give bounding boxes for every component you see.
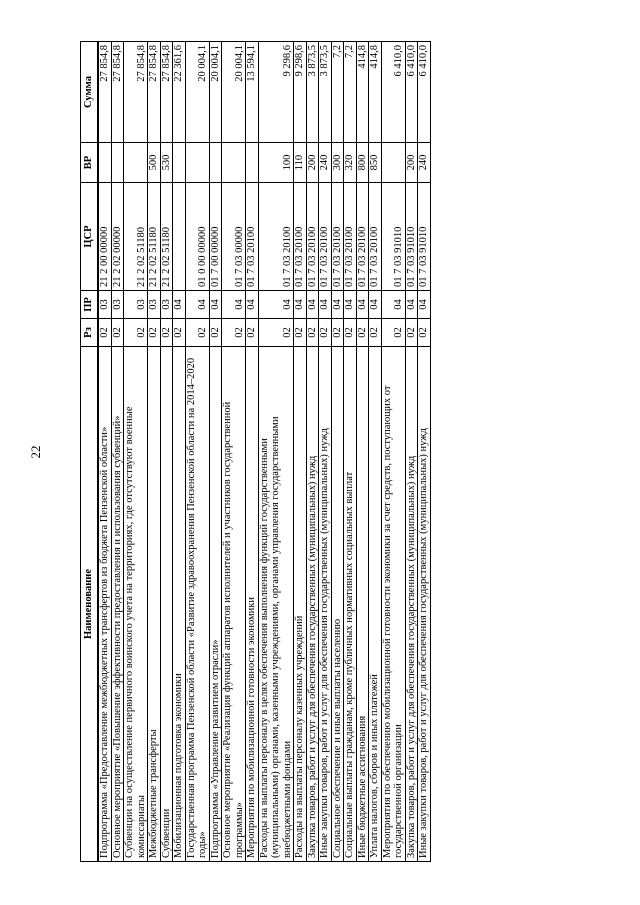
cell-name: Иные закупки товаров, работ и услуг для обеспечения государственных (муниципальных) нужд: [319, 347, 332, 862]
cell-pr: 04: [356, 291, 369, 319]
table-row: [319, 42, 332, 862]
cell-name: Социальные выплаты гражданам, кроме публичных нормативных социальных выплат: [344, 347, 357, 862]
table-row: [160, 42, 173, 862]
cell-name: Субвенции на осуществление первичного воинского учета на территориях, где отсутствуют военные комиссариаты: [124, 347, 148, 862]
header-sum: Сумма: [81, 42, 99, 143]
cell-rz: 02: [369, 319, 382, 347]
table-row: [148, 42, 161, 862]
cell-csr: 01 7 03 20100: [344, 183, 357, 291]
cell-name: Расходы на выплаты персоналу в целях обеспечения выполнения функций государственными (муниципальными) органами, казенными учреждениями, органами управления государственными внебюджетными фондами: [258, 347, 294, 862]
cell-csr: 21 2 02 51180: [124, 183, 148, 291]
budget-table: [80, 41, 431, 862]
cell-sum: 3 873,5: [319, 42, 332, 143]
header-csr: ЦСР: [81, 183, 99, 291]
cell-pr: 04: [222, 291, 246, 319]
table-row: [185, 42, 209, 862]
cell-csr: 01 7 03 20100: [331, 183, 344, 291]
table-row: [209, 42, 222, 862]
cell-vr: 110: [294, 143, 307, 183]
table-header-row: [81, 42, 99, 862]
table-row: [98, 42, 111, 862]
cell-name: Иные закупки товаров, работ и услуг для обеспечения государственных (муниципальных) нужд: [418, 347, 431, 862]
cell-rz: 02: [381, 319, 405, 347]
cell-vr: 530: [160, 143, 173, 183]
cell-vr: [124, 143, 148, 183]
cell-vr: 800: [356, 143, 369, 183]
cell-pr: 04: [258, 291, 294, 319]
cell-rz: 02: [306, 319, 319, 347]
table-row: [369, 42, 382, 862]
cell-name: Государственная программа Пензенской области «Развитие здравоохранения Пензенской области на 2014–2020 годы»: [185, 347, 209, 862]
cell-name: Подпрограмма «Предоставление межбюджетных трансфертов из бюджета Пензенской области»: [98, 347, 111, 862]
cell-vr: [185, 143, 209, 183]
header-rz: Рз: [81, 319, 99, 347]
cell-pr: 04: [306, 291, 319, 319]
cell-rz: 02: [344, 319, 357, 347]
cell-vr: 320: [344, 143, 357, 183]
cell-vr: [98, 143, 111, 183]
table-row: [381, 42, 405, 862]
cell-rz: 02: [124, 319, 148, 347]
cell-csr: 01 7 03 20100: [258, 183, 294, 291]
cell-csr: 01 7 00 00000: [209, 183, 222, 291]
budget-table-container: [80, 42, 560, 862]
table-row: [306, 42, 319, 862]
table-row: [344, 42, 357, 862]
cell-csr: 01 7 03 00000: [222, 183, 246, 291]
cell-pr: 03: [98, 291, 111, 319]
cell-sum: 27 854,8: [148, 42, 161, 143]
cell-sum: 20 004,1: [185, 42, 209, 143]
cell-csr: 01 7 03 91010: [405, 183, 418, 291]
cell-sum: 22 361,6: [173, 42, 186, 143]
cell-sum: 27 854,8: [160, 42, 173, 143]
table-body: [98, 42, 430, 862]
cell-rz: 02: [222, 319, 246, 347]
cell-csr: 01 7 03 20100: [356, 183, 369, 291]
cell-vr: 500: [148, 143, 161, 183]
cell-pr: 04: [185, 291, 209, 319]
table-row: [331, 42, 344, 862]
table-row: [246, 42, 259, 862]
cell-pr: 03: [148, 291, 161, 319]
header-pr: ПР: [81, 291, 99, 319]
cell-csr: 01 7 03 20100: [319, 183, 332, 291]
cell-name: Подпрограмма «Управление развитием отрасли»: [209, 347, 222, 862]
cell-sum: 414,8: [369, 42, 382, 143]
cell-sum: 3 873,5: [306, 42, 319, 143]
cell-csr: 21 2 02 51180: [160, 183, 173, 291]
page-number: 22: [28, 445, 43, 459]
cell-rz: 02: [185, 319, 209, 347]
cell-csr: 01 7 03 20100: [306, 183, 319, 291]
table-row: [356, 42, 369, 862]
cell-rz: 02: [98, 319, 111, 347]
cell-sum: 9 298,6: [294, 42, 307, 143]
cell-csr: [173, 183, 186, 291]
cell-csr: 01 0 00 00000: [185, 183, 209, 291]
cell-rz: 02: [405, 319, 418, 347]
cell-vr: 240: [418, 143, 431, 183]
cell-vr: 200: [405, 143, 418, 183]
cell-rz: 02: [418, 319, 431, 347]
cell-vr: 240: [319, 143, 332, 183]
cell-pr: 04: [319, 291, 332, 319]
cell-vr: 200: [306, 143, 319, 183]
cell-rz: 02: [148, 319, 161, 347]
cell-sum: 27 854,8: [124, 42, 148, 143]
cell-rz: 02: [258, 319, 294, 347]
cell-name: Субвенции: [160, 347, 173, 862]
cell-name: Закупка товаров, работ и услуг для обеспечения государственных (муниципальных) нужд: [405, 347, 418, 862]
cell-vr: [222, 143, 246, 183]
cell-sum: 20 004,1: [222, 42, 246, 143]
cell-vr: [111, 143, 124, 183]
cell-rz: 02: [294, 319, 307, 347]
cell-sum: 7,2: [331, 42, 344, 143]
cell-pr: 04: [246, 291, 259, 319]
cell-csr: 01 7 03 91010: [381, 183, 405, 291]
cell-name: Уплата налогов, сборов и иных платежей: [369, 347, 382, 862]
table-row: [173, 42, 186, 862]
cell-pr: 04: [369, 291, 382, 319]
cell-sum: 6 410,0: [381, 42, 405, 143]
table-row: [294, 42, 307, 862]
cell-pr: 04: [294, 291, 307, 319]
cell-rz: 02: [111, 319, 124, 347]
cell-sum: 7,2: [344, 42, 357, 143]
cell-csr: 01 7 03 91010: [418, 183, 431, 291]
cell-pr: 04: [331, 291, 344, 319]
cell-sum: 6 410,0: [418, 42, 431, 143]
cell-rz: 02: [356, 319, 369, 347]
cell-pr: 04: [418, 291, 431, 319]
cell-pr: 04: [173, 291, 186, 319]
header-vr: ВР: [81, 143, 99, 183]
cell-sum: 414,8: [356, 42, 369, 143]
cell-name: Закупка товаров, работ и услуг для обеспечения государственных (муниципальных) нужд: [306, 347, 319, 862]
cell-sum: 6 410,0: [405, 42, 418, 143]
cell-pr: 04: [405, 291, 418, 319]
cell-pr: 03: [111, 291, 124, 319]
cell-pr: 04: [209, 291, 222, 319]
cell-vr: [173, 143, 186, 183]
cell-vr: 300: [331, 143, 344, 183]
cell-name: Мобилизационная подготовка экономики: [173, 347, 186, 862]
table-row: [124, 42, 148, 862]
table-row: [222, 42, 246, 862]
cell-rz: 02: [173, 319, 186, 347]
cell-vr: [246, 143, 259, 183]
table-row: [111, 42, 124, 862]
cell-name: Социальное обеспечение и иные выплаты населению: [331, 347, 344, 862]
table-row: [418, 42, 431, 862]
cell-pr: 03: [124, 291, 148, 319]
table-row: [258, 42, 294, 862]
table-row: [405, 42, 418, 862]
cell-csr: 21 2 02 00000: [111, 183, 124, 291]
cell-vr: 850: [369, 143, 382, 183]
cell-rz: 02: [209, 319, 222, 347]
cell-csr: 01 7 03 20100: [246, 183, 259, 291]
cell-vr: [209, 143, 222, 183]
cell-name: Мероприятия по обеспечению мобилизационной готовности экономики за счет средств, поступающих от государственной организации: [381, 347, 405, 862]
cell-name: Мероприятия по мобилизационной готовности экономики: [246, 347, 259, 862]
cell-vr: [381, 143, 405, 183]
cell-vr: 100: [258, 143, 294, 183]
cell-sum: 27 854,8: [98, 42, 111, 143]
cell-rz: 02: [246, 319, 259, 347]
cell-csr: 01 7 03 20100: [294, 183, 307, 291]
cell-name: Основное мероприятие «Повышение эффективности предоставления и использования субвенций»: [111, 347, 124, 862]
cell-rz: 02: [160, 319, 173, 347]
cell-csr: 21 2 00 00000: [98, 183, 111, 291]
cell-rz: 02: [319, 319, 332, 347]
cell-rz: 02: [331, 319, 344, 347]
cell-name: Межбюджетные трансферты: [148, 347, 161, 862]
cell-pr: 04: [381, 291, 405, 319]
cell-sum: 27 854,8: [111, 42, 124, 143]
cell-name: Основное мероприятие «Реализация функций аппаратов исполнителей и участников государственной программы»: [222, 347, 246, 862]
cell-sum: 13 594,1: [246, 42, 259, 143]
cell-sum: 20 004,1: [209, 42, 222, 143]
cell-name: Иные бюджетные ассигнования: [356, 347, 369, 862]
cell-name: Расходы на выплаты персоналу казенных учреждений: [294, 347, 307, 862]
header-name: Наименование: [81, 347, 99, 862]
cell-csr: 21 2 02 51180: [148, 183, 161, 291]
cell-sum: 9 298,6: [258, 42, 294, 143]
cell-csr: 01 7 03 20100: [369, 183, 382, 291]
cell-pr: 04: [344, 291, 357, 319]
cell-pr: 03: [160, 291, 173, 319]
